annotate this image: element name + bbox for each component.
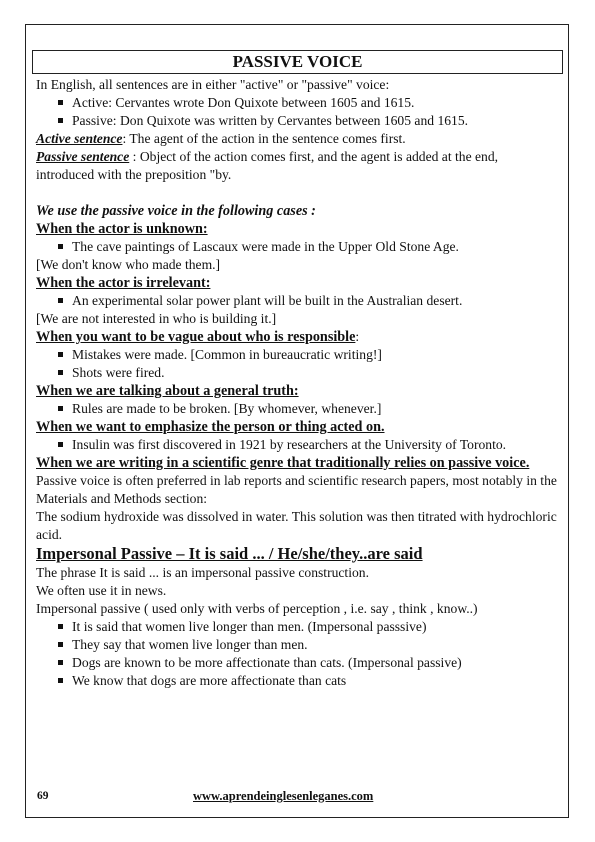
scientific-text: Passive voice is often preferred in lab reports and scientific research papers, most notably in the Materials and Methods section: (36, 473, 557, 506)
page-title: PASSIVE VOICE (32, 50, 563, 74)
case-note-irrelevant: [We are not interested in who is building it.] (36, 311, 277, 326)
impersonal-line: We often use it in news. (36, 583, 167, 598)
bullet-passive-example: Passive: Don Quixote was written by Cervantes between 1605 and 1615. (36, 112, 558, 130)
passive-definition-text: : Object of the action comes first, and the agent is added at the end, introduced with the preposition "by. (36, 149, 499, 182)
case-bullets-unknown (36, 238, 558, 256)
case-bullets-vague (36, 346, 558, 382)
bullet-active-example: Active: Cervantes wrote Don Quixote between 1605 and 1615. (36, 94, 558, 112)
case-heading-general-truth: When we are talking about a general truth: (36, 383, 299, 399)
passive-term: Passive sentence (36, 149, 130, 164)
list-item: We know that dogs are more affectionate than cats (36, 672, 558, 690)
list-item: Rules are made to be broken. [By whomever, whenever.] (36, 400, 558, 418)
list-item: They say that women live longer than men. (36, 636, 558, 654)
case-bullets-general-truth (36, 400, 558, 418)
case-heading-vague: When you want to be vague about who is responsible: (36, 329, 360, 345)
case-heading-unknown: When the actor is unknown: (36, 221, 208, 237)
list-item: Dogs are known to be more affectionate than cats. (Impersonal passive) (36, 654, 558, 672)
spacer (36, 184, 558, 202)
page-number: 69 (37, 790, 49, 802)
active-term: Active sentence (36, 131, 123, 146)
active-definition-text: : The agent of the action in the sentence comes first. (122, 131, 406, 146)
intro-bullet-list (36, 94, 558, 130)
scientific-heading: When we are writing in a scientific genre that traditionally relies on passive voice. (36, 455, 530, 471)
passive-definition (36, 148, 558, 184)
list-item: It is said that women live longer than men. (Impersonal passsive) (36, 618, 558, 636)
case-note-unknown: [We don't know who made them.] (36, 257, 221, 272)
scientific-paragraph (36, 454, 558, 508)
case-heading-irrelevant: When the actor is irrelevant: (36, 275, 211, 291)
impersonal-line: The phrase It is said ... is an impersonal passive construction. (36, 565, 369, 580)
case-bullets-emphasize (36, 436, 558, 454)
list-item: An experimental solar power plant will be built in the Australian desert. (36, 292, 558, 310)
scientific-example: The sodium hydroxide was dissolved in water. This solution was then titrated with hydrochloric acid. (36, 509, 557, 542)
impersonal-heading: Impersonal Passive – It is said ... / He/she/they..are said (36, 544, 423, 563)
document-body (36, 76, 558, 690)
intro-text: In English, all sentences are in either "active" or "passive" voice: (36, 77, 390, 92)
case-bullets-irrelevant (36, 292, 558, 310)
cases-heading: We use the passive voice in the following cases : (36, 203, 316, 219)
case-heading-emphasize: When we want to emphasize the person or thing acted on. (36, 419, 385, 435)
active-definition (36, 130, 558, 148)
list-item: Insulin was first discovered in 1921 by researchers at the University of Toronto. (36, 436, 558, 454)
list-item: Shots were fired. (36, 364, 558, 382)
footer-link[interactable]: www.aprendeinglesenleganes.com (193, 789, 374, 803)
list-item: The cave paintings of Lascaux were made in the Upper Old Stone Age. (36, 238, 558, 256)
impersonal-bullet-list (36, 618, 558, 690)
impersonal-line: Impersonal passive ( used only with verbs of perception , i.e. say , think , know..) (36, 601, 478, 616)
list-item: Mistakes were made. [Common in bureaucratic writing!] (36, 346, 558, 364)
